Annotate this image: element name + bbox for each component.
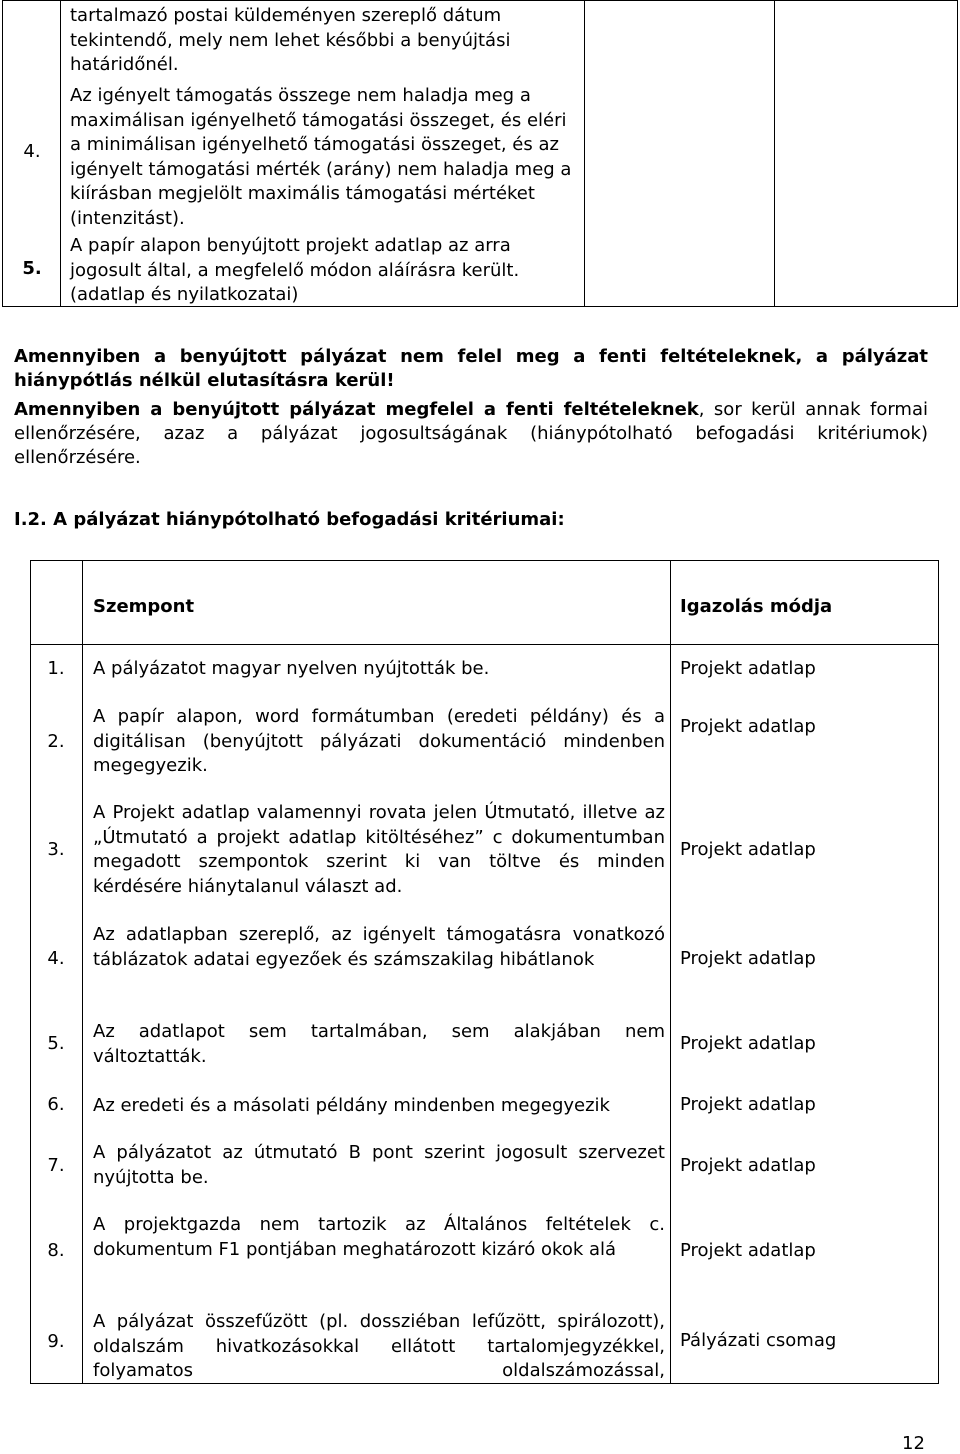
criteria-row-text: Az adatlapot sem tartalmában, sem alakjában nem változtatták. [93, 1021, 665, 1067]
criteria-row-number: 2. [47, 731, 65, 752]
section-heading: I.2. A pályázat hiánypótolható befogadási kritériumai: [14, 509, 565, 530]
criteria-row-text: Az eredeti és a másolati példány mindenben megegyezik [93, 1095, 610, 1116]
criteria-row-proof: Projekt adatlap [680, 1240, 816, 1261]
page-number: 12 [902, 1433, 925, 1454]
criteria-row-text: A papír alapon, word formátumban (eredeti példány) és a digitálisan (benyújtott pályázati dokumentáció mindenben megegyezik. [93, 706, 665, 776]
criteria-row-proof: Projekt adatlap [680, 948, 816, 969]
acceptance-bold-part: Amennyiben a benyújtott pályázat megfelel a fenti feltételeknek [14, 399, 699, 420]
acceptance-rest-line1: , sor kerül annak [698, 399, 861, 420]
criteria-row-number: 4. [47, 948, 65, 969]
criteria-row-number: 6. [47, 1094, 65, 1115]
criteria-row-proof: Pályázati csomag [680, 1330, 837, 1351]
criteria-row-proof: Projekt adatlap [680, 1094, 816, 1115]
criteria-row-proof: Projekt adatlap [680, 1155, 816, 1176]
criteria-row-proof: Projekt adatlap [680, 716, 816, 737]
criteria-row-proof: Projekt adatlap [680, 839, 816, 860]
criteria-row-text: Az adatlapban szereplő, az igényelt támogatásra vonatkozó táblázatok adatai egyezőek és számszakilag hibátlanok [93, 924, 665, 970]
top-row4-number: 4. [23, 141, 41, 162]
criteria-row-number: 7. [47, 1155, 65, 1176]
criteria-row-text: A Projekt adatlap valamennyi rovata jelen Útmutató, illetve az „Útmutató a projekt adatlap kitöltéséhez” c dokumentumban megadott szempontok szerint ki van töltve és minden kérdésére hiánytalanul választ ad. [93, 802, 665, 897]
criteria-row-text: A pályázatot az útmutató B pont szerint jogosult szervezet nyújtotta be. [93, 1142, 665, 1188]
criteria-row-proof: Projekt adatlap [680, 658, 816, 679]
acceptance-paragraph [14, 398, 928, 470]
criteria-row-number: 3. [47, 839, 65, 860]
criteria-row-number: 9. [47, 1331, 65, 1352]
criteria-row-number: 1. [47, 658, 65, 679]
top-row4-text: Az igényelt támogatás összege nem haladja meg a maximálisan igényelhető támogatási összeget, és eléri a minimálisan igényelhető támogatási összeget, és az igényelt támogatási mérték (arány) nem haladja meg a kiírásban megjelölt maximális támogatási mértéket (intenzitást). [70, 85, 572, 229]
top-row5-number: 5. [22, 258, 42, 279]
header-criterion: Szempont [93, 596, 195, 617]
top-row3-continuation-text: tartalmazó postai küldeményen szereplő dátum tekintendő, mely nem lehet későbbi a benyújtási határidőnél. [70, 5, 511, 75]
criteria-row-text: A pályázat összefűzött (pl. dossziéban lefűzött, spirálozott), oldalszám hivatkozásokkal ellátott tartalomjegyzékkel, folyamatos oldalszámozással, [93, 1311, 665, 1381]
acceptance-rest: formai ellenőrzésére, azaz a pályázat jogosultságának (hiánypótolható befogadási kritériumok) ellenőrzésére. [14, 399, 928, 468]
criteria-row-number: 8. [47, 1240, 65, 1261]
criteria-row-text: A pályázatot magyar nyelven nyújtották be. [93, 658, 490, 679]
header-proof-method: Igazolás módja [680, 596, 833, 617]
criteria-row-text: A projektgazda nem tartozik az Általános feltételek c. dokumentum F1 pontjában meghatározott kizáró okok alá [93, 1214, 665, 1260]
criteria-row-number: 5. [47, 1033, 65, 1054]
criteria-row-proof: Projekt adatlap [680, 1033, 816, 1054]
rejection-notice: Amennyiben a benyújtott pályázat nem felel meg a fenti feltételeknek, a pályázat hiánypótlás nélkül elutasításra kerül! [14, 346, 928, 391]
top-row5-text: A papír alapon benyújtott projekt adatlap az arra jogosult által, a megfelelő módon aláírásra került. (adatlap és nyilatkozatai) [70, 235, 520, 305]
